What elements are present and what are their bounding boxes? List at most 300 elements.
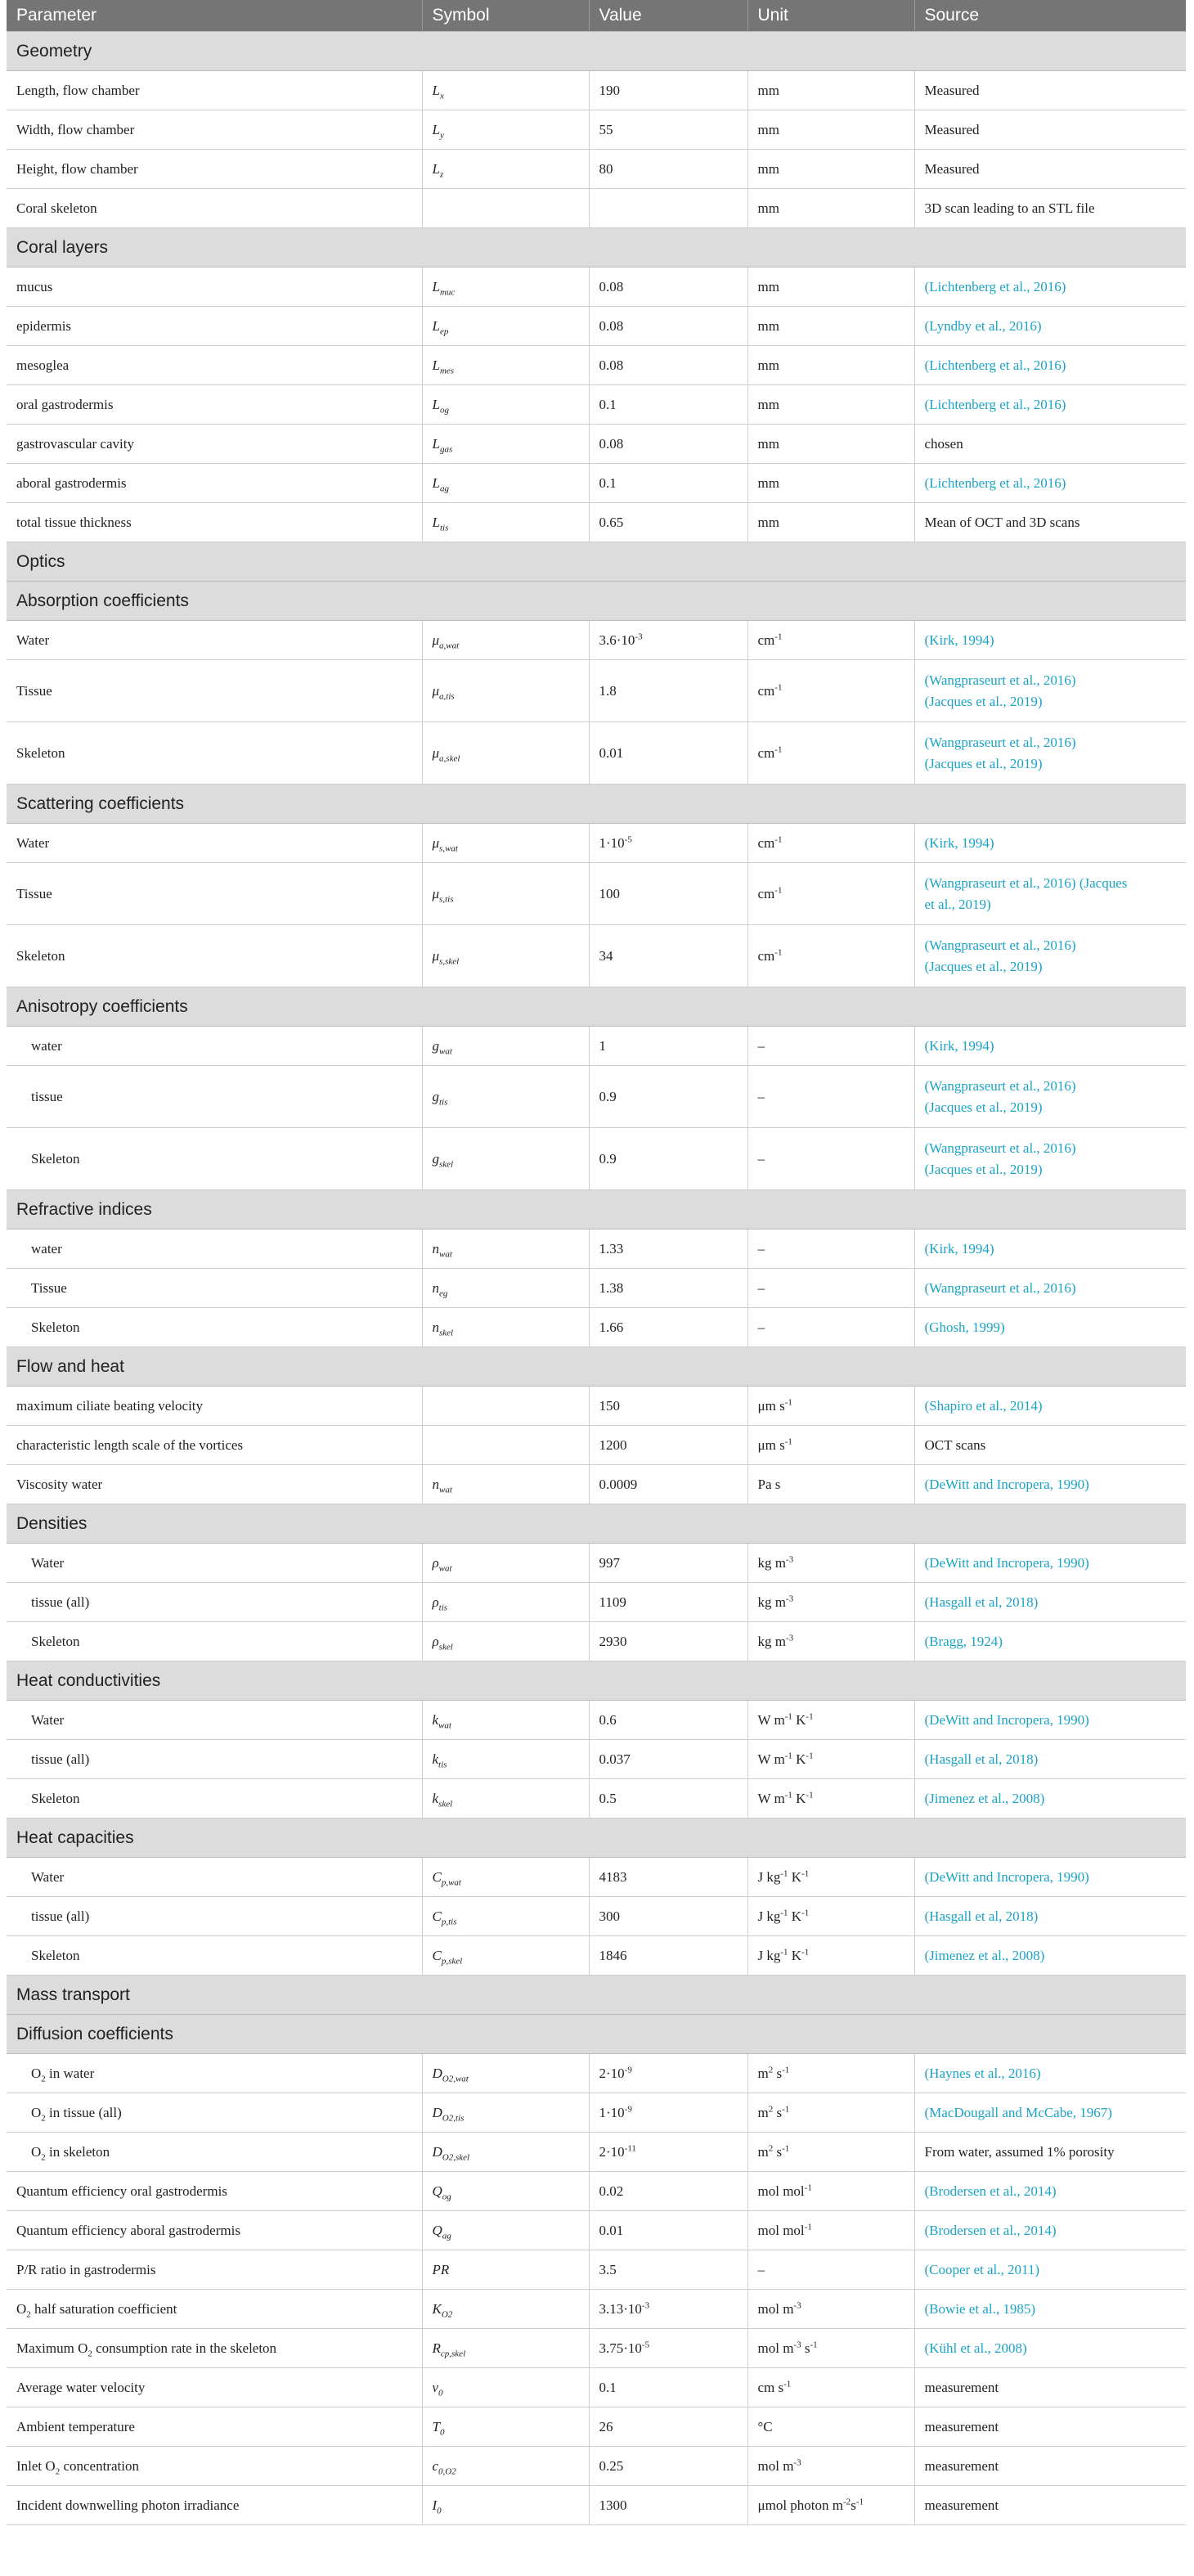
value-cell (589, 1269, 747, 1308)
symbol-base: C (432, 1908, 442, 1924)
symbol-subscript: ag (442, 2230, 451, 2241)
section-label: Diffusion coefficients (7, 2015, 1186, 2054)
parameter-text: mucus (16, 278, 53, 294)
value-cell (589, 1779, 747, 1818)
unit-text: cm (757, 744, 775, 761)
source-link[interactable]: (Jimenez et al., 2008) (924, 1947, 1045, 1963)
symbol-cell (422, 307, 589, 346)
parameter-text: Tissue (16, 682, 52, 699)
source-cell (914, 267, 1186, 307)
unit-exponent: -1 (784, 1789, 792, 1800)
section-label: Scattering coefficients (7, 784, 1186, 824)
symbol-subscript: x (439, 90, 444, 101)
table-row (7, 150, 1186, 189)
unit-text: – (757, 1088, 765, 1104)
value-text: 0.02 (599, 2183, 624, 2199)
unit-cell (747, 503, 914, 542)
parameter-text-rest: consumption rate in the skeleton (92, 2340, 277, 2356)
unit-text-2: K (788, 1908, 802, 1924)
unit-text: μmol photon m (757, 2497, 844, 2513)
unit-text-2: s (773, 2065, 783, 2081)
unit-exponent-2: -1 (855, 2496, 864, 2506)
value-text: 1 (599, 1037, 606, 1054)
table-row (7, 1858, 1186, 1897)
symbol-base: L (432, 514, 440, 530)
table-row (7, 346, 1186, 385)
source-link[interactable]: (Wangpraseurt et al., 2016) (924, 1279, 1076, 1296)
parameter-text: Skeleton (31, 1790, 80, 1806)
parameter-text: Ambient temperature (16, 2418, 135, 2434)
value-cell (589, 385, 747, 425)
value-cell (589, 1027, 747, 1066)
symbol-cell (422, 1936, 589, 1976)
value-text: 34 (599, 947, 613, 964)
parameter-text: Skeleton (31, 1947, 80, 1963)
source-link[interactable]: (Jacques et al., 2019) (924, 693, 1043, 709)
unit-cell (747, 2250, 914, 2290)
unit-text-2: s (773, 2104, 783, 2120)
parameter-text: Skeleton (16, 744, 65, 761)
value-cell (589, 307, 747, 346)
source-link[interactable]: (DeWitt and Incropera, 1990) (924, 1868, 1089, 1885)
value-text: 0.5 (599, 1790, 617, 1806)
unit-cell (747, 346, 914, 385)
source-text: 3D scan leading to an STL file (924, 200, 1095, 216)
header-symbol: Symbol (422, 0, 589, 32)
parameter-text: Width, flow chamber (16, 121, 135, 137)
symbol-cell (422, 503, 589, 542)
parameter-text: Skeleton (31, 1319, 80, 1335)
parameter-cell (7, 1128, 422, 1190)
source-link[interactable]: (Wangpraseurt et al., 2016) (924, 1077, 1076, 1094)
value-cell (589, 71, 747, 110)
source-text: measurement (924, 2418, 999, 2434)
parameter-text: Water (16, 834, 50, 851)
source-cell (914, 1387, 1186, 1426)
unit-exponent: -1 (784, 1396, 792, 1407)
unit-cell (747, 925, 914, 987)
symbol-subscript: ag (439, 483, 449, 493)
unit-text: m (757, 2143, 769, 2160)
section-row (7, 228, 1186, 267)
source-link[interactable]: (Haynes et al., 2016) (924, 2065, 1041, 2081)
unit-cell (747, 1387, 914, 1426)
section-label: Optics (7, 542, 1186, 582)
unit-text: kg m (757, 1633, 786, 1649)
table-row (7, 267, 1186, 307)
value-text: 0.08 (599, 357, 624, 373)
source-link[interactable]: (Wangpraseurt et al., 2016) (924, 1140, 1076, 1156)
value-text: 1.8 (599, 682, 617, 699)
value-text: 1.66 (599, 1319, 624, 1335)
source-cell (914, 1465, 1186, 1504)
value-exponent: -11 (624, 2142, 636, 2153)
section-row (7, 1504, 1186, 1544)
unit-text: mol m (757, 2457, 794, 2474)
value-text: 1.33 (599, 1240, 624, 1257)
value-cell (589, 2486, 747, 2525)
symbol-cell (422, 1701, 589, 1740)
value-cell (589, 1701, 747, 1740)
source-cell (914, 1230, 1186, 1269)
value-text: 997 (599, 1554, 620, 1571)
source-link[interactable]: (DeWitt and Incropera, 1990) (924, 1476, 1089, 1492)
symbol-subscript: skel (438, 1798, 453, 1809)
unit-cell (747, 2368, 914, 2407)
parameter-text-rest: half saturation coefficient (30, 2300, 177, 2317)
symbol-base: μ (432, 834, 440, 851)
source-link[interactable]: (Hasgall et al, 2018) (924, 1594, 1039, 1610)
unit-cell (747, 1230, 914, 1269)
table-row (7, 1387, 1186, 1426)
symbol-base: L (432, 160, 440, 177)
symbol-cell (422, 1027, 589, 1066)
source-link[interactable]: (Bowie et al., 1985) (924, 2300, 1035, 2317)
source-link[interactable]: (Lichtenberg et al., 2016) (924, 357, 1066, 373)
unit-exponent: -3 (793, 2457, 801, 2467)
unit-text: W m (757, 1751, 785, 1767)
unit-text: – (757, 1240, 765, 1257)
symbol-subscript: a,skel (439, 753, 460, 763)
table-row (7, 1936, 1186, 1976)
unit-exponent: -3 (785, 1553, 794, 1564)
unit-exponent: -1 (774, 744, 783, 754)
source-cell (914, 2093, 1186, 2133)
symbol-base: L (432, 82, 440, 98)
value-cell (589, 464, 747, 503)
table-row (7, 1465, 1186, 1504)
unit-text: mm (757, 514, 779, 530)
unit-text: mm (757, 317, 779, 334)
section-label: Absorption coefficients (7, 582, 1186, 621)
header-unit: Unit (747, 0, 914, 32)
symbol-cell (422, 150, 589, 189)
symbol-base: n (432, 1240, 439, 1257)
unit-text: mol mol (757, 2183, 805, 2199)
source-cell (914, 425, 1186, 464)
value-text: 80 (599, 160, 613, 177)
unit-text: J kg (757, 1908, 781, 1924)
symbol-cell (422, 1269, 589, 1308)
source-link[interactable]: (Kirk, 1994) (924, 1037, 994, 1054)
source-link[interactable]: (Kirk, 1994) (924, 1240, 994, 1257)
symbol-cell (422, 660, 589, 722)
source-link[interactable]: (Wangpraseurt et al., 2016) (924, 672, 1076, 688)
parameter-cell (7, 824, 422, 863)
source-text: chosen (924, 435, 963, 452)
unit-cell (747, 2133, 914, 2172)
symbol-subscript: tis (438, 1602, 448, 1612)
symbol-base: n (432, 1476, 439, 1492)
value-cell (589, 2368, 747, 2407)
table-row (7, 2172, 1186, 2211)
parameter-cell (7, 189, 422, 228)
value-cell (589, 2447, 747, 2486)
value-cell (589, 1583, 747, 1622)
source-link[interactable]: (Jacques et al., 2019) (924, 958, 1043, 974)
value-text: 26 (599, 2418, 613, 2434)
value-exponent: -5 (624, 834, 632, 844)
parameter-cell (7, 1230, 422, 1269)
value-text: 1·10 (599, 2104, 625, 2120)
parameter-text: O (31, 2104, 42, 2120)
source-cell (914, 1308, 1186, 1347)
value-text: 190 (599, 82, 620, 98)
section-label: Heat capacities (7, 1818, 1186, 1858)
symbol-base: K (432, 2300, 442, 2317)
symbol-base: k (432, 1751, 439, 1767)
unit-text-2: K (792, 1711, 806, 1728)
value-exponent: -9 (624, 2103, 632, 2114)
source-cell (914, 2133, 1186, 2172)
value-cell (589, 503, 747, 542)
source-link[interactable]: (Kirk, 1994) (924, 632, 994, 648)
table-row (7, 660, 1186, 722)
unit-text-2: s (773, 2143, 783, 2160)
source-link[interactable]: (Cooper et al., 2011) (924, 2261, 1040, 2277)
source-link[interactable]: (MacDougall and McCabe, 1967) (924, 2104, 1112, 2120)
source-cell (914, 71, 1186, 110)
unit-exponent: -3 (793, 2300, 801, 2310)
symbol-cell (422, 1544, 589, 1583)
unit-cell (747, 2407, 914, 2447)
source-link[interactable]: (Jacques et al., 2019) (924, 1161, 1043, 1177)
value-text: 0.1 (599, 474, 617, 491)
value-text: 0.0009 (599, 1476, 638, 1492)
source-cell (914, 660, 1186, 722)
table-row (7, 2407, 1186, 2447)
source-link[interactable]: (Lichtenberg et al., 2016) (924, 396, 1066, 412)
unit-cell (747, 2290, 914, 2329)
unit-exponent: -1 (774, 681, 783, 692)
unit-text-2: K (792, 1751, 806, 1767)
parameter-cell (7, 2093, 422, 2133)
parameter-text: P/R ratio in gastrodermis (16, 2261, 156, 2277)
symbol-cell (422, 385, 589, 425)
parameter-text: Skeleton (31, 1633, 80, 1649)
section-row (7, 582, 1186, 621)
parameter-cell (7, 925, 422, 987)
parameter-cell (7, 2329, 422, 2368)
source-link[interactable]: (Shapiro et al., 2014) (924, 1397, 1043, 1414)
source-cell (914, 1858, 1186, 1897)
value-cell (589, 1936, 747, 1976)
value-cell (589, 2290, 747, 2329)
parameter-cell (7, 1426, 422, 1465)
symbol-subscript: p,skel (441, 1955, 463, 1966)
parameter-cell (7, 1740, 422, 1779)
value-text: 55 (599, 121, 613, 137)
value-text: 3.6·10 (599, 632, 635, 648)
source-cell (914, 385, 1186, 425)
parameter-subscript: 2 (41, 2073, 46, 2084)
value-text: 300 (599, 1908, 620, 1924)
parameter-text: gastrovascular cavity (16, 435, 134, 452)
value-cell (589, 1066, 747, 1128)
symbol-subscript: 0 (437, 2505, 442, 2515)
unit-exponent-2: -1 (782, 2064, 790, 2075)
unit-exponent: -1 (784, 1750, 792, 1760)
value-exponent: -9 (624, 2064, 632, 2075)
source-text: Mean of OCT and 3D scans (924, 514, 1080, 530)
symbol-subscript: wat (439, 1045, 452, 1056)
parameter-cell (7, 1465, 422, 1504)
source-link[interactable]: (Brodersen et al., 2014) (924, 2183, 1057, 2199)
source-cell (914, 464, 1186, 503)
parameter-text: Maximum O (16, 2340, 88, 2356)
source-cell (914, 1269, 1186, 1308)
parameter-table-container (7, 0, 1186, 2525)
parameter-text: Water (31, 1554, 65, 1571)
symbol-subscript: og (442, 2191, 451, 2201)
value-cell (589, 1897, 747, 1936)
source-link[interactable]: (Lichtenberg et al., 2016) (924, 278, 1066, 294)
symbol-cell (422, 2054, 589, 2093)
unit-cell (747, 863, 914, 925)
source-cell (914, 2447, 1186, 2486)
parameter-cell (7, 267, 422, 307)
table-row (7, 110, 1186, 150)
section-row (7, 1190, 1186, 1230)
unit-exponent: -1 (774, 884, 783, 895)
unit-cell (747, 307, 914, 346)
source-cell (914, 621, 1186, 660)
parameter-cell (7, 621, 422, 660)
symbol-cell (422, 1465, 589, 1504)
unit-text: mm (757, 435, 779, 452)
parameter-cell (7, 2290, 422, 2329)
value-cell (589, 346, 747, 385)
symbol-subscript: s,skel (439, 955, 460, 966)
symbol-cell (422, 2407, 589, 2447)
unit-text: mol mol (757, 2222, 805, 2238)
source-link[interactable]: (Bragg, 1924) (924, 1633, 1003, 1649)
source-cell (914, 1426, 1186, 1465)
source-link[interactable]: (Jimenez et al., 2008) (924, 1790, 1045, 1806)
source-link[interactable]: (Jacques et al., 2019) (924, 755, 1043, 771)
source-link[interactable]: (Kirk, 1994) (924, 834, 994, 851)
source-link[interactable]: (DeWitt and Incropera, 1990) (924, 1711, 1089, 1728)
parameter-cell (7, 1622, 422, 1661)
parameter-text: Average water velocity (16, 2379, 146, 2395)
unit-text: kg m (757, 1594, 786, 1610)
source-link[interactable]: (Hasgall et al, 2018) (924, 1751, 1039, 1767)
symbol-base: ρ (432, 1554, 439, 1571)
source-link[interactable]: (Wangpraseurt et al., 2016) (924, 734, 1076, 750)
source-link[interactable]: (Brodersen et al., 2014) (924, 2222, 1057, 2238)
parameter-cell (7, 2407, 422, 2447)
unit-text: cm (757, 632, 775, 648)
source-cell (914, 863, 1186, 925)
parameter-cell (7, 1583, 422, 1622)
value-cell (589, 2093, 747, 2133)
source-link[interactable]: (Lyndby et al., 2016) (924, 317, 1042, 334)
source-link[interactable]: et al., 2019) (924, 896, 991, 912)
source-link[interactable]: (Kühl et al., 2008) (924, 2340, 1027, 2356)
parameter-text: epidermis (16, 317, 72, 334)
symbol-cell (422, 2133, 589, 2172)
symbol-subscript: og (439, 404, 449, 415)
source-link[interactable]: (Hasgall et al, 2018) (924, 1908, 1039, 1924)
unit-cell (747, 425, 914, 464)
value-cell (589, 2407, 747, 2447)
unit-exponent-2: -1 (782, 2103, 790, 2114)
unit-exponent: 2 (768, 2142, 774, 2153)
source-cell (914, 1701, 1186, 1740)
table-row (7, 2368, 1186, 2407)
value-cell (589, 863, 747, 925)
parameter-text: Tissue (31, 1279, 67, 1296)
source-link[interactable]: (Wangpraseurt et al., 2016) (Jacques (924, 874, 1128, 891)
table-row (7, 2093, 1186, 2133)
value-cell (589, 660, 747, 722)
parameter-text: Skeleton (16, 947, 65, 964)
source-link[interactable]: (Ghosh, 1999) (924, 1319, 1005, 1335)
value-text: 0.9 (599, 1088, 617, 1104)
unit-text: – (757, 1319, 765, 1335)
source-cell (914, 722, 1186, 784)
symbol-subscript: skel (439, 1158, 454, 1169)
symbol-subscript: a,wat (439, 640, 460, 650)
symbol-cell (422, 1128, 589, 1190)
parameter-cell (7, 863, 422, 925)
parameter-cell (7, 660, 422, 722)
parameter-text: total tissue thickness (16, 514, 132, 530)
symbol-cell (422, 189, 589, 228)
unit-text: mm (757, 82, 779, 98)
symbol-subscript: O2 (441, 2309, 453, 2319)
value-text: 4183 (599, 1868, 627, 1885)
symbol-subscript: skel (438, 1641, 453, 1652)
value-text: 150 (599, 1397, 620, 1414)
unit-text: W m (757, 1711, 785, 1728)
table-row (7, 2329, 1186, 2368)
parameter-text-rest: in skeleton (45, 2143, 110, 2160)
source-link[interactable]: (Lichtenberg et al., 2016) (924, 474, 1066, 491)
table-row (7, 425, 1186, 464)
source-cell (914, 1583, 1186, 1622)
symbol-subscript: wat (438, 1562, 452, 1573)
parameter-text: Viscosity water (16, 1476, 103, 1492)
table-row (7, 1230, 1186, 1269)
parameter-text: Tissue (16, 885, 52, 901)
parameter-text-rest: concentration (60, 2457, 139, 2474)
unit-exponent: -1 (780, 1907, 788, 1917)
unit-exponent: -1 (804, 2182, 812, 2192)
unit-cell (747, 1544, 914, 1583)
source-link[interactable]: (DeWitt and Incropera, 1990) (924, 1554, 1089, 1571)
unit-exponent: -2 (843, 2496, 851, 2506)
unit-cell (747, 1936, 914, 1976)
parameter-cell (7, 2054, 422, 2093)
unit-text: cm (757, 834, 775, 851)
table-body (7, 32, 1186, 2525)
source-link[interactable]: (Wangpraseurt et al., 2016) (924, 937, 1076, 953)
source-cell (914, 503, 1186, 542)
source-cell (914, 824, 1186, 863)
section-label: Densities (7, 1504, 1186, 1544)
symbol-cell (422, 1583, 589, 1622)
parameter-cell (7, 2211, 422, 2250)
symbol-base: L (432, 396, 440, 412)
source-link[interactable]: (Jacques et al., 2019) (924, 1099, 1043, 1115)
section-row (7, 1976, 1186, 2015)
source-text: measurement (924, 2497, 999, 2513)
symbol-base: C (432, 1868, 442, 1885)
unit-text: mm (757, 396, 779, 412)
table-row (7, 1779, 1186, 1818)
source-cell (914, 1897, 1186, 1936)
